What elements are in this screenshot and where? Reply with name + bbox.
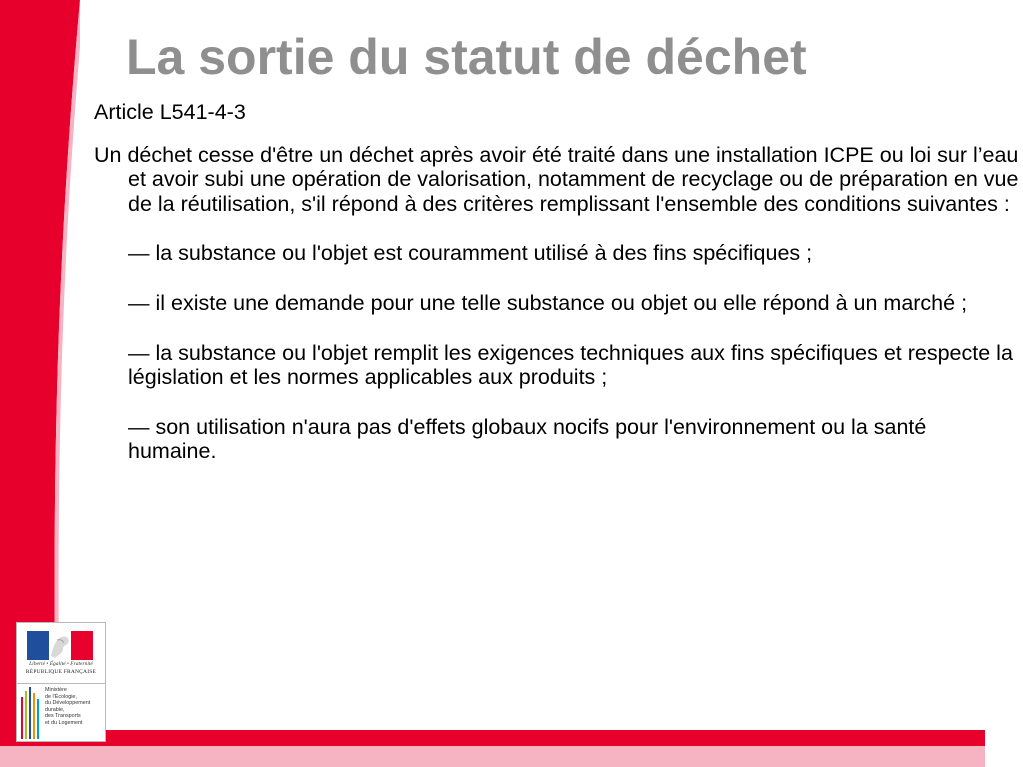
bottom-red-band	[0, 730, 1023, 767]
ministry-line: du Développement	[45, 700, 91, 707]
ministry-line: de l'Écologie,	[45, 693, 77, 700]
condition-item: — son utilisation n'aura pas d'effets globaux nocifs pour l'environnement ou la santé humaine.	[128, 414, 927, 464]
logo-motto: Liberté • Égalité • Fraternité	[29, 661, 93, 667]
marianne-flag-icon	[27, 631, 93, 660]
logo-republic-name: RÉPUBLIQUE FRANÇAISE	[25, 669, 97, 675]
republique-francaise-logo	[17, 623, 105, 684]
ministry-name	[45, 687, 105, 727]
article-reference: Article L541-4-3	[94, 100, 246, 124]
condition-item: — il existe une demande pour une telle substance ou objet ou elle répond à un marché ;	[128, 290, 968, 315]
slide-title: La sortie du statut de déchet	[126, 29, 807, 85]
condition-item: — la substance ou l'objet est couramment utilisé à des fins spécifiques ;	[128, 241, 813, 266]
slide-body	[94, 100, 1019, 464]
ministry-line: des Transports	[45, 713, 81, 720]
ministry-stripes-icon	[20, 687, 44, 739]
ministry-line: et du Logement	[45, 719, 83, 726]
intro-paragraph: Un déchet cesse d'être un déchet après avoir été traité dans une installation ICPE ou loi sur l’eau et avoir subi une opération de valorisation, notamment de recyclage ou de préparation en vue de la réutilisation, s'il répond à des critères remplissant l'ensemble des conditions suivantes :	[94, 142, 1019, 216]
condition-item: — la substance ou l'objet remplit les exigences techniques aux fins spécifiques et respecte la législation et les normes applicables aux produits ;	[128, 340, 1013, 390]
ministry-line: Ministère	[45, 687, 67, 693]
ministry-line: durable,	[45, 706, 65, 713]
ministry-logo	[16, 622, 106, 742]
